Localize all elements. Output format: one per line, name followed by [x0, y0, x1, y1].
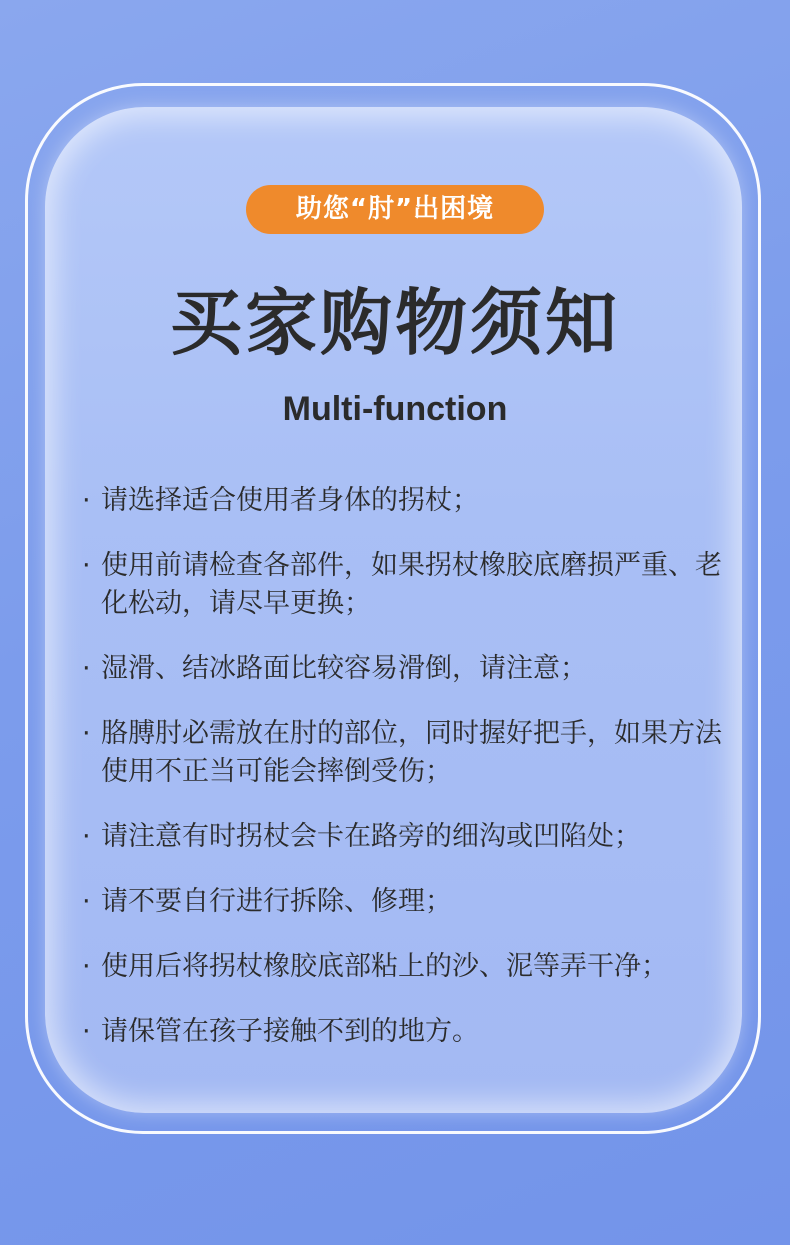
bullet-icon: · — [82, 653, 91, 684]
notice-item-3 — [82, 650, 732, 688]
notice-item-7 — [82, 948, 732, 986]
notice-text: 请不要自行进行拆除、修理； — [101, 886, 452, 917]
bullet-icon: · — [82, 886, 91, 917]
notice-text: 请选择适合使用者身体的拐杖； — [101, 485, 479, 516]
slogan-badge: 助您“肘”出困境 — [246, 185, 544, 234]
bullet-icon: · — [82, 718, 91, 749]
notice-item-2 — [82, 547, 732, 623]
notice-text: 胳膊肘必需放在肘的部位，同时握好把手，如果方法使用不正当可能会摔倒受伤； — [101, 718, 722, 787]
bullet-icon: · — [82, 485, 91, 516]
notice-text: 使用后将拐杖橡胶底部粘上的沙、泥等弄干净； — [101, 951, 668, 982]
notice-text: 请注意有时拐杖会卡在路旁的细沟或凹陷处； — [101, 821, 641, 852]
bullet-icon: · — [82, 1016, 91, 1047]
notice-list — [82, 482, 732, 1078]
notice-item-5 — [82, 818, 732, 856]
notice-text: 请保管在孩子接触不到的地方。 — [101, 1016, 479, 1047]
bullet-icon: · — [82, 550, 91, 581]
notice-item-6 — [82, 883, 732, 921]
notice-item-1 — [82, 482, 732, 520]
notice-item-8 — [82, 1013, 732, 1051]
page-subtitle: Multi-function — [282, 390, 508, 428]
page-title: 买家购物须知 — [169, 281, 620, 365]
notice-item-4 — [82, 715, 732, 791]
bullet-icon: · — [82, 951, 91, 982]
notice-text: 使用前请检查各部件，如果拐杖橡胶底磨损严重、老化松动，请尽早更换； — [101, 550, 722, 619]
bullet-icon: · — [82, 821, 91, 852]
notice-text: 湿滑、结冰路面比较容易滑倒，请注意； — [101, 653, 587, 684]
